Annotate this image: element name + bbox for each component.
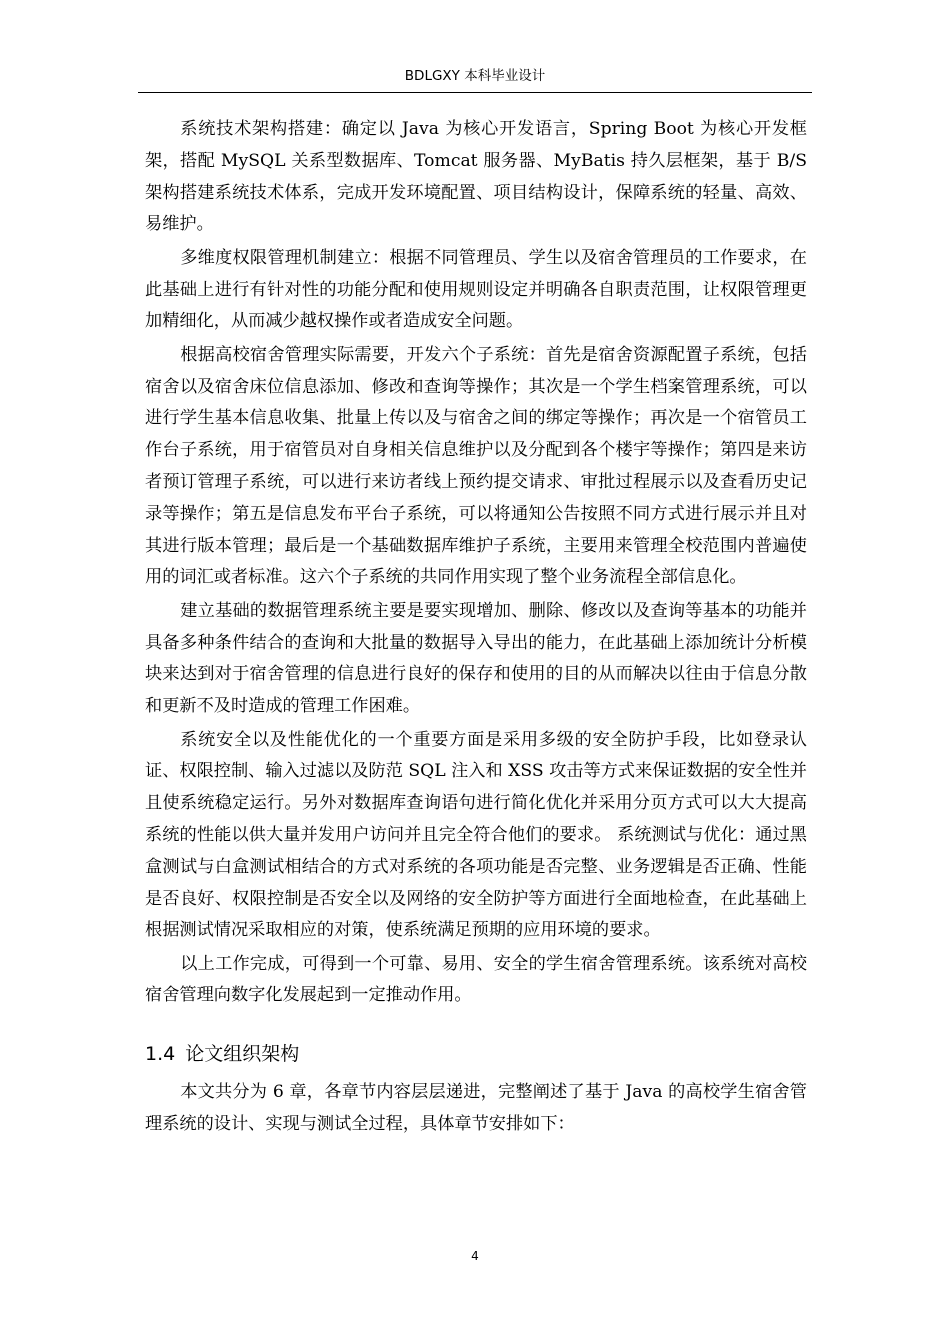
page-number: 4 bbox=[471, 1249, 479, 1263]
section-number: 1.4 bbox=[145, 1043, 176, 1066]
page-header: BDLGXY 本科毕业设计 bbox=[404, 68, 546, 84]
document-body bbox=[145, 114, 807, 1141]
paragraph-chapter-overview: 本文共分为 6 章，各章节内容层层递进，完整阐述了基于 Java 的高校学生宿舍管理系统的设计、实现与测试全过程，具体章节安排如下： bbox=[145, 1082, 807, 1135]
paragraph-permissions: 多维度权限管理机制建立：根据不同管理员、学生以及宿舍管理员的工作要求，在此基础上进行有针对性的功能分配和使用规则设定并明确各自职责范围，让权限管理更加精细化，从而减少越权操作或者造成安全问题。 bbox=[145, 247, 807, 332]
paragraph-subsystems: 根据高校宿舍管理实际需要，开发六个子系统：首先是宿舍资源配置子系统，包括宿舍以及宿舍床位信息添加、修改和查询等操作；其次是一个学生档案管理系统，可以进行学生基本信息收集、批量上传以及与宿舍之间的绑定等操作；再次是一个宿管员工作台子系统，用于宿管员对自身相关信息维护以及分配到各个楼宇等操作；第四是来访者预订管理子系统，可以进行来访者线上预约提交请求、审批过程展示以及查看历史记录等操作；第五是信息发布平台子系统，可以将通知公告按照不同方式进行展示并且对其进行版本管理；最后是一个基础数据库维护子系统，主要用来管理全校范围内普遍使用的词汇或者标准。这六个子系统的共同作用实现了整个业务流程全部信息化。 bbox=[145, 344, 807, 588]
section-heading bbox=[145, 1039, 807, 1069]
section-title: 论文组织架构 bbox=[185, 1043, 300, 1066]
paragraph-security-testing: 系统安全以及性能优化的一个重要方面是采用多级的安全防护手段，比如登录认证、权限控制、输入过滤以及防范 SQL 注入和 XSS 攻击等方式来保证数据的安全性并且使系统稳定运行。另外对数据库查询语句进行简化优化并采用分页方式可以大大提高系统的性能以供大量并发用户访问并且完全符合他们的要求。 系统测试与优化：通过黑盒测试与白盒测试相结合的方式对系统的各项功能是否完整、业务逻辑是否正确、性能是否良好、权限控制是否安全以及网络的安全防护等方面进行全面地检查，在此基础上根据测试情况采取相应的对策，使系统满足预期的应用环境的要求。 bbox=[145, 729, 807, 941]
paragraph-data-management: 建立基础的数据管理系统主要是要实现增加、删除、修改以及查询等基本的功能并具备多种条件结合的查询和大批量的数据导入导出的能力，在此基础上添加统计分析模块来达到对于宿舍管理的信息进行良好的保存和使用的目的从而解决以往由于信息分散和更新不及时造成的管理工作困难。 bbox=[145, 600, 807, 717]
paragraph-architecture: 系统技术架构搭建：确定以 Java 为核心开发语言，Spring Boot 为核心开发框架，搭配 MySQL 关系型数据库、Tomcat 服务器、MyBatis 持久层框架，基于 B/S 架构搭建系统技术体系，完成开发环境配置、项目结构设计，保障系统的轻量、高效、易维护。 bbox=[145, 119, 807, 235]
header-divider bbox=[138, 92, 812, 93]
paragraph-summary: 以上工作完成，可得到一个可靠、易用、安全的学生宿舍管理系统。该系统对高校宿舍管理向数字化发展起到一定推动作用。 bbox=[145, 953, 807, 1006]
